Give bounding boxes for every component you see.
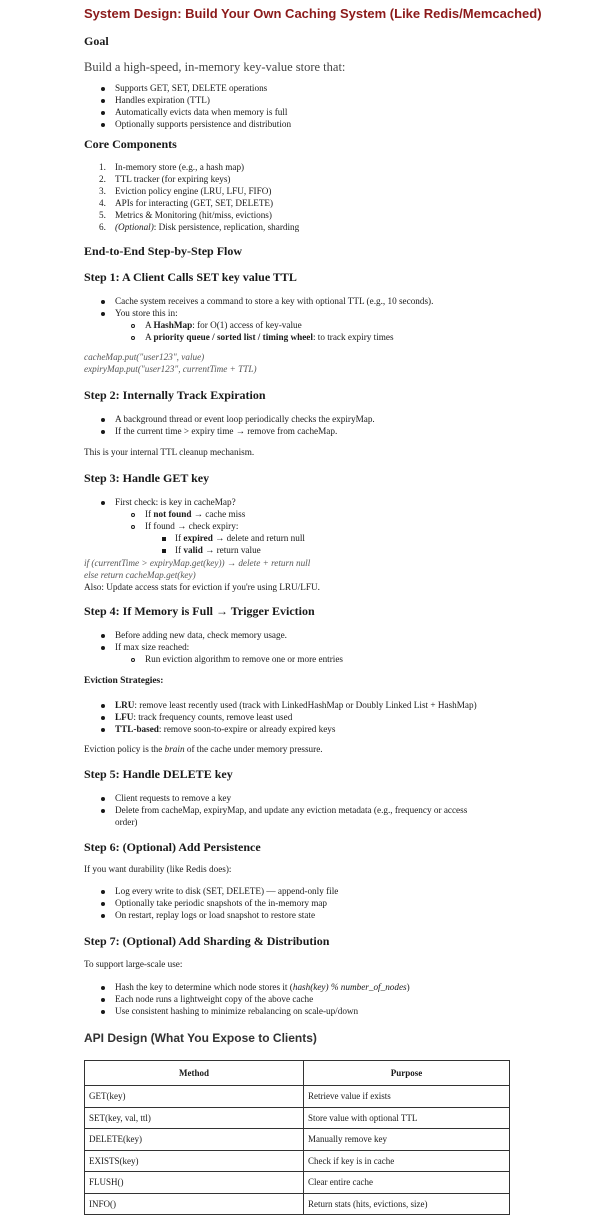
sub-bullet-icon bbox=[131, 324, 135, 328]
method-cell: DELETE(key) bbox=[85, 1129, 304, 1151]
method-cell: SET(key, val, ttl) bbox=[85, 1107, 304, 1129]
purpose-cell: Clear entire cache bbox=[304, 1172, 510, 1194]
step7-lead: To support large-scale use: bbox=[84, 959, 183, 969]
step4-bullet: If max size reached: bbox=[115, 642, 190, 652]
eviction-strategies-heading: Eviction Strategies: bbox=[84, 676, 164, 686]
step6-bullet: On restart, replay logs or load snapshot to restore state bbox=[115, 910, 316, 920]
step3-note: Also: Update access stats for eviction if you're using LRU/LFU. bbox=[84, 582, 320, 592]
core-item-text: : Disk persistence, replication, sharding bbox=[153, 222, 300, 232]
bullet-icon bbox=[101, 797, 105, 801]
goal-item: Optionally supports persistence and distribution bbox=[115, 119, 292, 129]
sub-bullet-icon bbox=[131, 513, 135, 517]
square-bullet-icon bbox=[162, 549, 166, 553]
goal-item: Automatically evicts data when memory is full bbox=[115, 107, 288, 117]
step7-heading: Step 7: (Optional) Add Sharding & Distribution bbox=[84, 934, 330, 948]
text-span: → return value bbox=[202, 545, 261, 555]
code-line: cacheMap.put("user123", value) bbox=[84, 352, 205, 362]
text-span: : for O(1) access of key-value bbox=[192, 320, 302, 330]
table-row bbox=[85, 1150, 510, 1172]
text-span: : remove soon-to-expire or already expired keys bbox=[158, 724, 336, 734]
emphasis: hash(key) % number_of_nodes bbox=[292, 982, 407, 992]
core-item bbox=[115, 222, 299, 232]
step6-lead: If you want durability (like Redis does): bbox=[84, 864, 232, 874]
table-row bbox=[85, 1129, 510, 1151]
bold-term: TTL-based bbox=[115, 724, 159, 734]
step4-heading: Step 4: If Memory is Full → Trigger Eviction bbox=[84, 604, 315, 618]
bullet-icon bbox=[101, 809, 105, 813]
goal-item: Supports GET, SET, DELETE operations bbox=[115, 83, 268, 93]
bullet-icon bbox=[101, 646, 105, 650]
step7-bullet: Use consistent hashing to minimize rebalancing on scale-up/down bbox=[115, 1006, 359, 1016]
step1-heading: Step 1: A Client Calls SET key value TTL bbox=[84, 270, 297, 284]
goal-heading: Goal bbox=[84, 34, 109, 48]
core-number: 4. bbox=[99, 198, 106, 208]
bold-term: not found bbox=[153, 509, 192, 519]
strategy-item bbox=[115, 712, 292, 722]
bullet-icon bbox=[101, 728, 105, 732]
step3-bullet: First check: is key in cacheMap? bbox=[115, 497, 236, 507]
bullet-icon bbox=[101, 634, 105, 638]
table-row bbox=[85, 1172, 510, 1194]
step4-bullet: Before adding new data, check memory usage. bbox=[115, 630, 287, 640]
bold-term: HashMap bbox=[153, 320, 193, 330]
bullet-icon bbox=[101, 501, 105, 505]
step3-sub-sub-bullet bbox=[175, 545, 261, 555]
method-cell: GET(key) bbox=[85, 1086, 304, 1108]
sub-bullet-icon bbox=[131, 525, 135, 529]
strategy-item bbox=[115, 700, 477, 710]
bullet-icon bbox=[101, 111, 105, 115]
core-item: Metrics & Monitoring (hit/miss, evictions) bbox=[115, 210, 272, 220]
core-item: TTL tracker (for expiring keys) bbox=[115, 174, 231, 184]
step5-heading: Step 5: Handle DELETE key bbox=[84, 767, 233, 781]
bullet-icon bbox=[101, 704, 105, 708]
bullet-icon bbox=[101, 890, 105, 894]
document-title: System Design: Build Your Own Caching System (Like Redis/Memcached) bbox=[84, 6, 542, 21]
column-header-method: Method bbox=[85, 1061, 304, 1086]
bullet-icon bbox=[101, 430, 105, 434]
bold-term: priority queue / sorted list / timing wheel bbox=[153, 332, 313, 342]
bullet-icon bbox=[101, 123, 105, 127]
square-bullet-icon bbox=[162, 537, 166, 541]
api-heading: API Design (What You Expose to Clients) bbox=[84, 1031, 317, 1045]
core-number: 2. bbox=[99, 174, 106, 184]
purpose-cell: Check if key is in cache bbox=[304, 1150, 510, 1172]
step5-bullet: Delete from cacheMap, expiryMap, and update any eviction metadata (e.g., frequency or access bbox=[115, 805, 468, 815]
step3-heading: Step 3: Handle GET key bbox=[84, 471, 210, 485]
sub-bullet-icon bbox=[131, 336, 135, 340]
table-row bbox=[85, 1086, 510, 1108]
purpose-cell: Store value with optional TTL bbox=[304, 1107, 510, 1129]
core-item: APIs for interacting (GET, SET, DELETE) bbox=[115, 198, 274, 208]
bold-term: expired bbox=[183, 533, 213, 543]
bullet-icon bbox=[101, 914, 105, 918]
text-span: Eviction policy is the bbox=[84, 744, 165, 754]
bold-term: LFU bbox=[115, 712, 134, 722]
strategy-item bbox=[115, 724, 335, 734]
step1-sub-bullet bbox=[145, 320, 302, 330]
text-span: If bbox=[175, 545, 184, 555]
bullet-icon bbox=[101, 998, 105, 1002]
core-item: In-memory store (e.g., a hash map) bbox=[115, 162, 245, 172]
core-number: 1. bbox=[99, 162, 106, 172]
text-span: A bbox=[145, 320, 154, 330]
bold-term: valid bbox=[183, 545, 203, 555]
bullet-icon bbox=[101, 87, 105, 91]
bullet-icon bbox=[101, 986, 105, 990]
text-span: → cache miss bbox=[191, 509, 246, 519]
purpose-cell: Manually remove key bbox=[304, 1129, 510, 1151]
goal-item: Handles expiration (TTL) bbox=[115, 95, 210, 105]
text-span: A bbox=[145, 332, 154, 342]
text-span: : track frequency counts, remove least used bbox=[133, 712, 293, 722]
step2-bullet: If the current time > expiry time → remove from cacheMap. bbox=[115, 426, 338, 436]
core-heading: Core Components bbox=[84, 137, 177, 151]
method-cell: FLUSH() bbox=[85, 1172, 304, 1194]
text-span: of the cache under memory pressure. bbox=[184, 744, 323, 754]
method-cell: EXISTS(key) bbox=[85, 1150, 304, 1172]
step5-bullet: Client requests to remove a key bbox=[115, 793, 232, 803]
step2-note: This is your internal TTL cleanup mechanism. bbox=[84, 447, 255, 457]
step3-sub-sub-bullet bbox=[175, 533, 305, 543]
text-span: → delete and return null bbox=[212, 533, 305, 543]
step7-bullet: Each node runs a lightweight copy of the above cache bbox=[115, 994, 314, 1004]
step1-bullet: Cache system receives a command to store a key with optional TTL (e.g., 10 seconds). bbox=[115, 296, 434, 306]
bullet-icon bbox=[101, 902, 105, 906]
bullet-icon bbox=[101, 1010, 105, 1014]
bullet-icon bbox=[101, 716, 105, 720]
step6-bullet: Optionally take periodic snapshots of the in-memory map bbox=[115, 898, 328, 908]
step7-bullet bbox=[115, 982, 410, 992]
text-span: : to track expiry times bbox=[312, 332, 394, 342]
step5-bullet-cont: order) bbox=[115, 817, 138, 827]
table-row bbox=[85, 1193, 510, 1215]
goal-lead: Build a high-speed, in-memory key-value store that: bbox=[84, 60, 346, 74]
purpose-cell: Retrieve value if exists bbox=[304, 1086, 510, 1108]
text-span: Hash the key to determine which node stores it ( bbox=[115, 982, 293, 992]
bullet-icon bbox=[101, 418, 105, 422]
core-number: 6. bbox=[99, 222, 106, 232]
table-header-row bbox=[85, 1061, 510, 1086]
step4-sub-bullet: Run eviction algorithm to remove one or more entries bbox=[145, 654, 343, 664]
core-number: 5. bbox=[99, 210, 106, 220]
bullet-icon bbox=[101, 300, 105, 304]
api-table bbox=[84, 1060, 510, 1215]
bullet-icon bbox=[101, 99, 105, 103]
core-item: Eviction policy engine (LRU, LFU, FIFO) bbox=[115, 186, 272, 196]
step2-bullet: A background thread or event loop periodically checks the expiryMap. bbox=[115, 414, 375, 424]
emphasis: brain bbox=[164, 744, 185, 754]
optional-label: (Optional) bbox=[115, 222, 154, 232]
step3-sub-bullet bbox=[145, 509, 245, 519]
core-number: 3. bbox=[99, 186, 106, 196]
text-span: : remove least recently used (track with LinkedHashMap or Doubly Linked List + HashMap) bbox=[134, 700, 477, 710]
step6-heading: Step 6: (Optional) Add Persistence bbox=[84, 840, 261, 854]
step1-sub-bullet bbox=[145, 332, 394, 342]
code-line: if (currentTime > expiryMap.get(key)) → delete + return null bbox=[84, 558, 311, 568]
code-line: else return cacheMap.get(key) bbox=[84, 570, 196, 580]
table-row bbox=[85, 1107, 510, 1129]
flow-heading: End-to-End Step-by-Step Flow bbox=[84, 244, 243, 258]
step4-note bbox=[84, 744, 323, 754]
text-span: If bbox=[175, 533, 184, 543]
code-line: expiryMap.put("user123", currentTime + TTL) bbox=[84, 364, 257, 374]
purpose-cell: Return stats (hits, evictions, size) bbox=[304, 1193, 510, 1215]
sub-bullet-icon bbox=[131, 658, 135, 662]
bold-term: LRU bbox=[115, 700, 135, 710]
step6-bullet: Log every write to disk (SET, DELETE) — append-only file bbox=[115, 886, 339, 896]
column-header-purpose: Purpose bbox=[304, 1061, 510, 1086]
step1-bullet: You store this in: bbox=[115, 308, 178, 318]
bullet-icon bbox=[101, 312, 105, 316]
step3-sub-bullet: If found → check expiry: bbox=[145, 521, 239, 531]
step2-heading: Step 2: Internally Track Expiration bbox=[84, 388, 266, 402]
text-span: If bbox=[145, 509, 154, 519]
method-cell: INFO() bbox=[85, 1193, 304, 1215]
text-span: ) bbox=[406, 982, 410, 992]
